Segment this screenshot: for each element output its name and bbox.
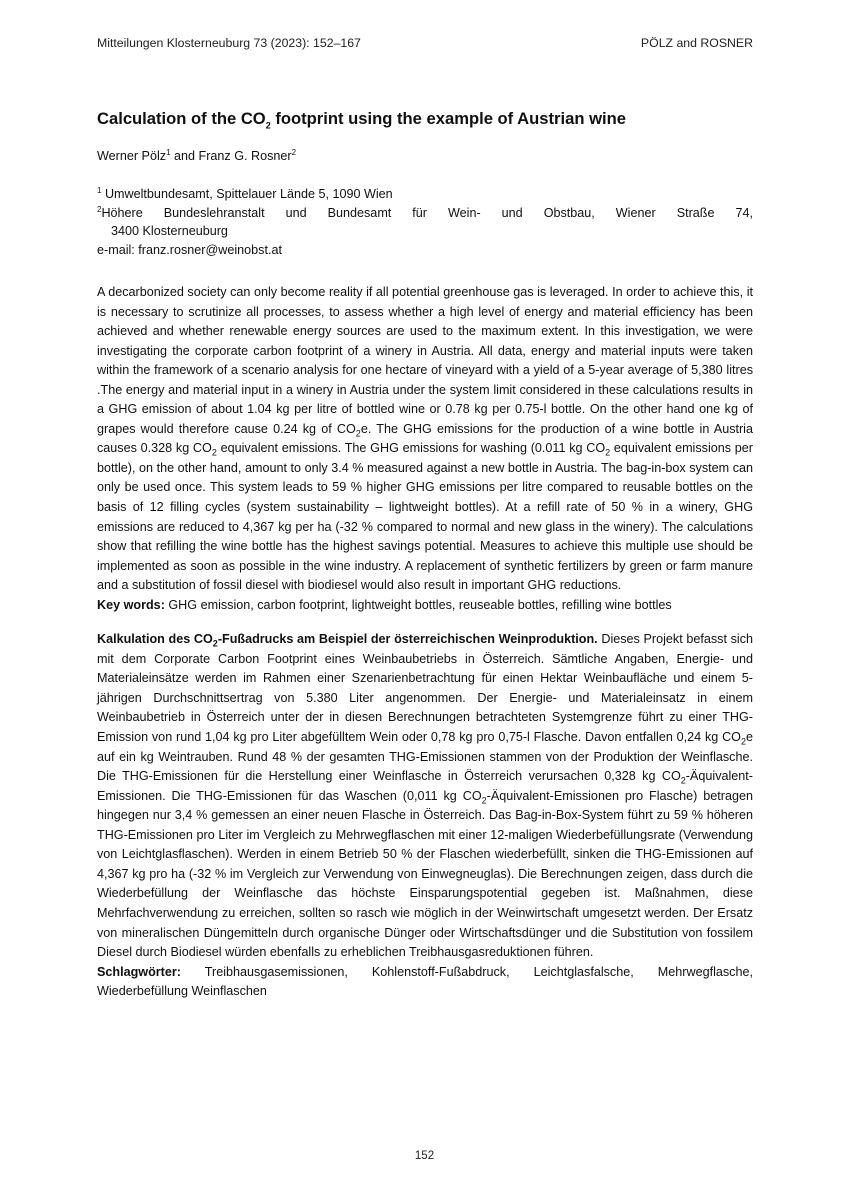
keywords-label: Schlagwörter:: [97, 964, 181, 979]
author-name: Werner Pölz: [97, 149, 167, 163]
author-line: [97, 149, 753, 163]
german-abstract-title: Kalkulation des CO: [97, 632, 213, 647]
abstract-text: e. The GHG emissions for the production of a wine bottle in Austria causes 0.328 kg CO: [97, 421, 753, 456]
running-authors: PÖLZ and ROSNER: [640, 36, 753, 50]
affiliation-text: Höhere Bundeslehranstalt und Bundesamt für Wein- und Obstbau, Wiener Straße 74,: [101, 205, 753, 220]
subscript: 2: [481, 795, 487, 806]
paper-title: [97, 108, 753, 129]
keywords-german: [97, 963, 753, 1002]
affiliation-marker: 1: [166, 147, 171, 157]
german-abstract-title: -Fußadrucks am Beispiel der österreichischen Weinproduktion.: [217, 632, 598, 647]
abstract-text: equivalent emissions. The GHG emissions for washing (0.011 kg CO: [216, 441, 606, 456]
journal-citation: Mitteilungen Klosterneuburg 73 (2023): 152–167: [97, 36, 361, 50]
abstract-english: [97, 283, 753, 596]
keywords-text: Treibhausgasemissionen, Kohlenstoff-Fußabdruck, Leichtglasfalsche, Mehrwegflasche, Wiederbefüllung Weinflaschen: [97, 964, 753, 999]
title-part: footprint using the example of Austrian wine: [270, 109, 626, 128]
abstract-text: -Äquivalent-Emissionen. Die THG-Emissionen für das Waschen (0,011 kg CO: [97, 769, 753, 803]
abstract-text: equivalent emissions per bottle), on the other hand, amount to only 3.4 % measured against a new bottle in Austria. The bag-in-box system can only be used once. This system leads to 59 % higher GHG emissions per litre compared to reusable bottles on the basis of 12 filling cycles (system sustainability – lightweight bottles). At a refill rate of 50 % in a winery, GHG emissions are reduced to 4,367 kg per ha (-32 % compared to normal and new glass in the winery). The calculations show that refilling the wine bottle has the highest savings potential. Measures to achieve this multiple use should be implemented as soon as possible in the wine industry. A replacement of synthetic fertilizers by green or farm manure and a substitution of fossil diesel with biodiesel would also result in important GHG reductions.: [97, 441, 753, 593]
keywords-text: GHG emission, carbon footprint, lightweight bottles, reuseable bottles, refilling wine bottles: [164, 597, 672, 612]
subscript: 2: [211, 447, 217, 458]
abstract-text: A decarbonized society can only become reality if all potential greenhouse gas is leveraged. In order to achieve this, it is necessary to scrutinize all processes, to assess whether a high level of energy and material efficiency has been achieved and whether renewable energy sources are used to the maximum extent. In this investigation, we were investigating the corporate carbon footprint of a winery in Austria. All data, energy and material inputs were taken within the framework of a scenario analysis for one hectare of vineyard with a yield of a 5-year average of 5,380 litres .The energy and material input in a winery in Austria under the system limit considered in these calculations results in a GHG emission of about 1.04 kg per litre of bottled wine or 0.78 kg per 0.75-l bottle. On the other hand one kg of grapes would therefore cause 0.24 kg of CO: [97, 285, 753, 436]
author-name: and Franz G. Rosner: [170, 149, 292, 163]
title-part: Calculation of the CO: [97, 109, 266, 128]
abstract-text: -Äquivalent-Emissionen pro Flasche) betragen hingegen nur 3,4 % gemessen an einer neuen Flasche in Österreich. Das Bag-in-Box-System führt zu 59 % höheren THG-Emissionen pro Liter im Vergleich zu Mehrwegflaschen mit einer 12-maligen Wiederbefüllungsrate (Verwendung von Leichtglasflaschen). Werden in einem Betrieb 50 % der Flaschen wiederbefüllt, sinken die THG-Emissionen auf 4,367 kg pro ha (-32 % im Vergleich zur Verwendung von Einwegneuglas). Die Berechnungen zeigen, dass durch die Wiederbefüllung der Weinflasche das höchste Einsparungspotential gegeben ist. Maßnahmen, diese Mehrfachverwendung zu erreichen, sollten so rasch wie möglich in der Weinwirtschaft umgesetzt werden. Der Ersatz von mineralischen Düngemitteln durch organische Dünger oder Wirtschaftsdünger und die Substitution von fossilem Diesel durch Biodiesel würden ebenfalls zu erheblichen Treibhausgasreduktionen führen.: [97, 788, 753, 960]
abstract-text: e auf ein kg Weintrauben. Rund 48 % der gesamten THG-Emissionen stammen von der Produktion der Weinflasche. Die THG-Emissionen für die Herstellung einer Weinflasche in Österreich verursachen 0,328 kg CO: [97, 730, 753, 784]
abstract-german: [97, 630, 753, 962]
contact-email: e-mail: franz.rosner@weinobst.at: [97, 242, 282, 257]
title-subscript: 2: [265, 120, 271, 131]
affiliation-marker: 2: [97, 204, 102, 214]
running-header: [97, 36, 753, 50]
subscript: 2: [212, 638, 218, 649]
keywords-label: Key words:: [97, 597, 165, 612]
keywords-english: [97, 596, 753, 616]
subscript: 2: [680, 775, 686, 786]
paper-page: [97, 36, 753, 1002]
affiliation-1: [97, 185, 753, 204]
affiliations: [97, 185, 753, 259]
affiliation-marker: 1: [97, 185, 102, 195]
subscript: 2: [740, 736, 746, 747]
subscript: 2: [355, 428, 361, 439]
affiliation-2: [97, 204, 753, 223]
page-number: 152: [414, 1150, 435, 1162]
affiliation-text: Umweltbundesamt, Spittelauer Lände 5, 1090 Wien: [101, 187, 393, 201]
subscript: 2: [605, 447, 611, 458]
abstract-text: Dieses Projekt befasst sich mit dem Corporate Carbon Footprint eines Weinbaubetriebs in Österreich. Sämtliche Angaben, Energie- und Materialeinsätze werden im Rahmen einer Szenarienbetrachtung für einen Hektar Weinbaufläche und einem 5-jährigen Durchschnittsertrag von 5.380 Liter angenommen. Der Energie- und Materialeinsatz in einem Weinbaubetrieb in Österreich unter der in diesen Berechnungen betrachteten Systemgrenze führt zu einer THG-Emission von rund 1,04 kg pro Liter abgefülltem Wein oder 0,78 kg pro 0,75-l Flasche. Davon entfallen 0,24 kg CO: [97, 632, 754, 745]
affiliation-marker: 2: [291, 147, 297, 157]
affiliation-2-continued: 3400 Klosterneuburg: [111, 224, 228, 238]
